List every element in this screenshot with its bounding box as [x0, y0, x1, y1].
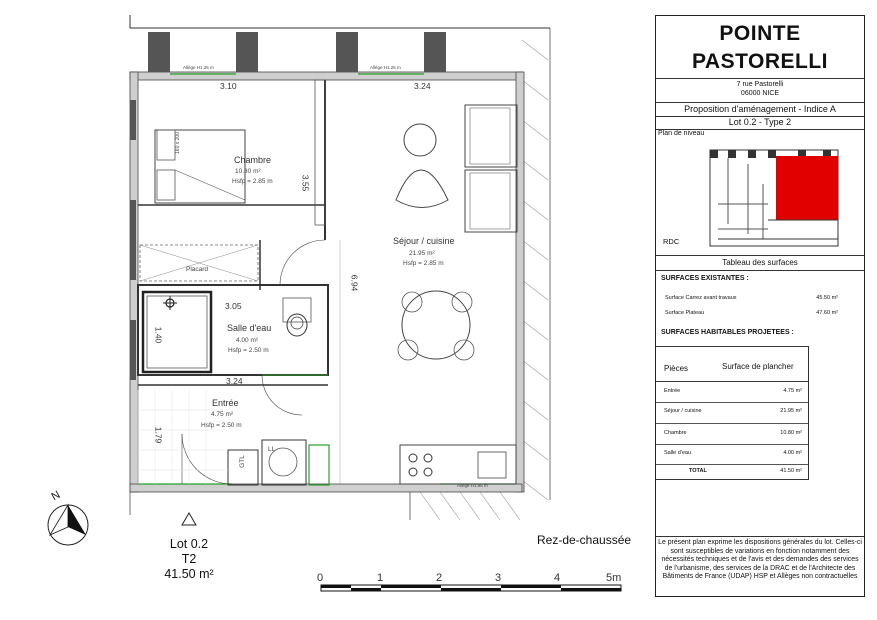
scale-tick-3: 3 — [495, 572, 502, 584]
room-area-salle-deau: 4.00 m² — [236, 337, 259, 344]
title-block — [655, 15, 865, 597]
gtl-label: GTL — [238, 455, 246, 468]
room-area-entree: 4.75 m² — [211, 411, 234, 418]
window-pier — [236, 32, 258, 72]
row-label-1: Séjour / cuisine — [664, 408, 702, 414]
plan-niveau-label: Plan de niveau — [658, 130, 705, 137]
dim-chambre-depth: 3.55 — [300, 174, 311, 192]
dim-shower: 1.40 — [153, 326, 164, 344]
scale-tick-2: 2 — [436, 572, 443, 584]
dim-sejour-depth: 6.94 — [349, 274, 360, 292]
address-line1: 7 rue Pastorelli — [736, 81, 784, 88]
dim-entree-depth: 1.79 — [153, 426, 164, 444]
ll-label: LL — [268, 446, 276, 453]
key-plan — [708, 144, 843, 249]
existing-header: SURFACES EXISTANTES : — [661, 275, 749, 282]
room-area-sejour: 21.95 m² — [409, 250, 435, 257]
allege-left-label: Allège H1.25 m — [183, 65, 214, 70]
address-line2: 06000 NICE — [740, 90, 780, 97]
armchair — [465, 105, 517, 167]
dining-table — [402, 291, 470, 359]
proposal-label: Proposition d'aménagement - Indice A — [684, 104, 836, 114]
room-name-entree: Entrée — [212, 398, 239, 408]
projected-header: SURFACES HABITABLES PROJETEES : — [661, 329, 794, 336]
room-name-sejour: Séjour / cuisine — [393, 236, 455, 246]
room-hsfp-chambre: Hsfp = 2.85 m — [232, 178, 273, 185]
placard-label: Placard — [186, 266, 209, 273]
total-label: TOTAL — [689, 468, 707, 474]
project-title-line2: PASTORELLI — [691, 50, 829, 73]
rdc-label: RDC — [663, 237, 680, 246]
dim-sejour-width: 3.24 — [414, 81, 431, 91]
existing-value-1: 47.60 m² — [816, 310, 838, 316]
entry-marker-icon — [182, 513, 196, 525]
lot-area: 41.50 m² — [164, 567, 214, 581]
col-surface: Surface de plancher — [722, 362, 794, 371]
window-pier — [424, 32, 446, 72]
disclaimer-text: Le présent plan exprime les dispositions générales du lot. Celles-ci sont susceptibles de variations en fonction notamment des nécessités techniques et de l'avis et des demandes des services de l'urbanisme, des services de la DRAC et de l'Architecte des Bâtiments de France (UDAP) HSP et Allèges non contractuelles — [658, 539, 862, 581]
room-area-chambre: 10.80 m² — [235, 168, 261, 175]
level-label: Rez-de-chaussée — [537, 533, 632, 547]
row-label-3: Salle d'eau — [664, 450, 692, 456]
north-arrow-icon — [48, 505, 88, 545]
col-pieces: Pièces — [664, 364, 689, 373]
existing-label-1: Surface Plateau — [665, 310, 705, 316]
room-hsfp-sejour: Hsfp = 2.85 m — [403, 260, 444, 267]
lot-summary — [144, 537, 234, 582]
room-hsfp-salle-deau: Hsfp = 2.50 m — [228, 347, 269, 354]
dim-entree-width: 3.24 — [226, 376, 243, 386]
table-title: Tableau des surfaces — [722, 258, 798, 267]
armchair — [465, 170, 517, 232]
row-value-0: 4.75 m² — [783, 388, 802, 394]
lot-number: Lot 0.2 — [169, 537, 209, 551]
existing-value-0: 45.50 m² — [816, 295, 838, 301]
lot-highlight — [776, 156, 838, 220]
room-name-chambre: Chambre — [234, 155, 272, 165]
scale-tick-0: 0 — [317, 572, 324, 584]
project-title-line1: POINTE — [719, 22, 801, 45]
scale-tick-1: 1 — [377, 572, 384, 584]
scale-tick-4: 4 — [554, 572, 561, 584]
total-value: 41.50 m² — [780, 468, 802, 474]
allege-bottom-label: Allège H1.96 m — [457, 483, 488, 488]
bed — [155, 130, 245, 203]
room-name-salle-deau: Salle d'eau — [227, 323, 272, 333]
row-label-2: Chambre — [664, 430, 687, 436]
room-hsfp-entree: Hsfp = 2.50 m — [201, 422, 242, 429]
row-label-0: Entrée — [664, 388, 681, 394]
bed-size-label: 160 x 200 — [174, 132, 181, 154]
north-label: N — [49, 488, 63, 504]
dim-sdb-width: 3.05 — [225, 301, 242, 311]
row-value-3: 4.00 m² — [783, 450, 802, 456]
scale-bar — [321, 585, 621, 591]
window-pier — [336, 32, 358, 72]
surfaces-table — [656, 346, 809, 480]
dim-chambre-width: 3.10 — [220, 81, 237, 91]
existing-label-0: Surface Carrez avant travaux — [665, 295, 737, 301]
row-value-1: 21.95 m² — [780, 408, 802, 414]
lot-type: T2 — [181, 552, 197, 566]
scale-tick-5m: 5m — [606, 572, 622, 584]
row-value-2: 10.80 m² — [780, 430, 802, 436]
allege-right-label: Allège H1.25 m — [370, 65, 401, 70]
lot-type-label: Lot 0.2 - Type 2 — [728, 117, 792, 127]
exterior-hatching — [420, 40, 548, 520]
window-pier — [148, 32, 170, 72]
